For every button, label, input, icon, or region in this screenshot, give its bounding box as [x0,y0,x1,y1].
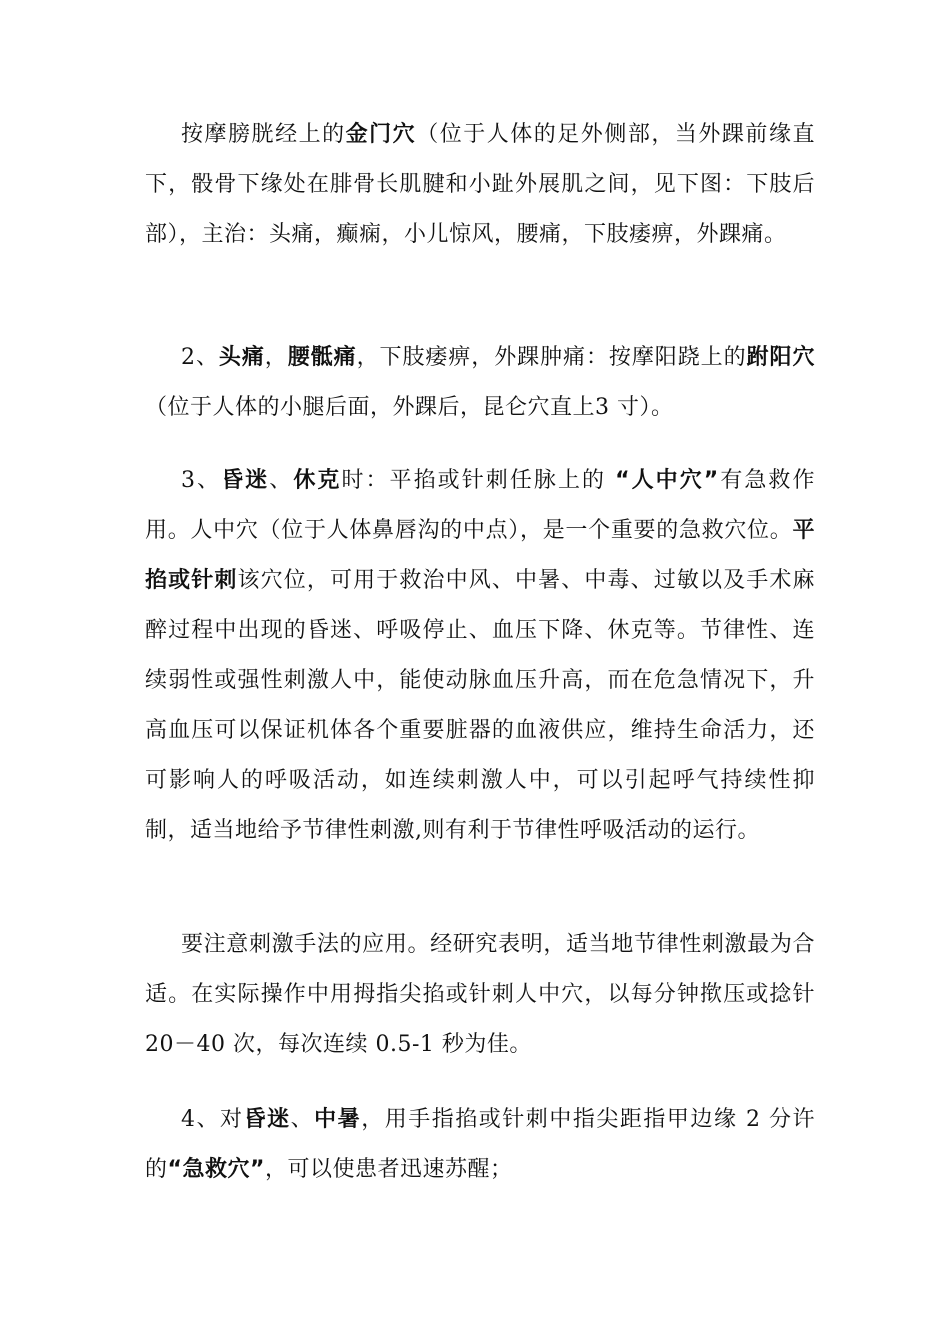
paragraph-jijiu-point [145,1095,815,1195]
bold-term-jinmen: 金门穴 [345,122,417,147]
bold-term-renzhong: “人中穴” [615,468,719,493]
bold-term: 昏迷 [221,468,270,493]
text-run: 按摩膀胱经上的 [181,122,346,147]
paragraph-fuyang-point [145,333,815,433]
text-run: 该穴位，可用于救治中风、中暑、中毒、过敏以及手术麻醉过程中出现的昏迷、呼吸停止、血压下降、休克等。节律性、连续弱性或强性刺激人中，能使动脉血压升高，而在危急情况下，升高血压可以保证机体各个重要脏器的血液供应，维持生命活力，还可影响人的呼吸活动，如连续刺激人中，可以引起呼气持续性抑制，适当地给予节律性刺激,则有利于节律性呼吸活动的运行。 [145,568,815,843]
text-run: 时：平掐或针刺任脉上的 [341,468,616,493]
list-number: 2、 [181,345,219,370]
text-run: ，可以使患者迅速苏醒； [264,1157,513,1182]
text-run: （位于人体的小腿后面，外踝后，昆仑穴直上3 寸）。 [145,395,674,420]
bold-term: 中暑 [314,1107,362,1132]
list-number: 3、 [181,468,222,493]
text-run: （位于人体的足外侧部，当外踝前缘直下，骰骨下缘处在腓骨长肌腱和小趾外展肌之间，见下图：下肢后部），主治：头痛，癫痫，小儿惊风，腰痛，下肢痿痹，外踝痛。 [145,122,815,247]
bold-term-jijiu: “急救穴” [167,1157,265,1182]
bold-term: 昏迷 [243,1107,291,1132]
paragraph-renzhong-point [145,456,815,856]
text-run: 要注意刺激手法的应用。经研究表明，适当地节律性刺激最为合适。在实际操作中用拇指尖掐或针刺人中穴，以每分钟揿压或捻针 20－40 次，每次连续 0.5-1 秒为佳。 [145,932,815,1057]
text-run: ，下肢痿痹，外踝肿痛：按摩阳跷上的 [356,345,747,370]
text-run: 、 [290,1107,315,1132]
bold-term: 头痛 [218,345,265,370]
bold-term: 平掐或针刺 [145,518,815,593]
bold-term-fuyang: 跗阳穴 [746,345,815,370]
list-number: 4、对 [181,1107,244,1132]
text-run: 、 [269,468,294,493]
paragraph-stimulation-technique [145,920,815,1070]
bold-term: 休克 [293,468,342,493]
paragraph-jinmen-point [145,110,815,260]
bold-term: 腰骶痛 [287,345,357,370]
text-run: 有急救作用。人中穴（位于人体鼻唇沟的中点），是一个重要的急救穴位。 [145,468,815,543]
text-run: ， [264,345,288,370]
text-run: ，用手指掐或针刺中指尖距指甲边缘 2 分许的 [145,1107,815,1182]
